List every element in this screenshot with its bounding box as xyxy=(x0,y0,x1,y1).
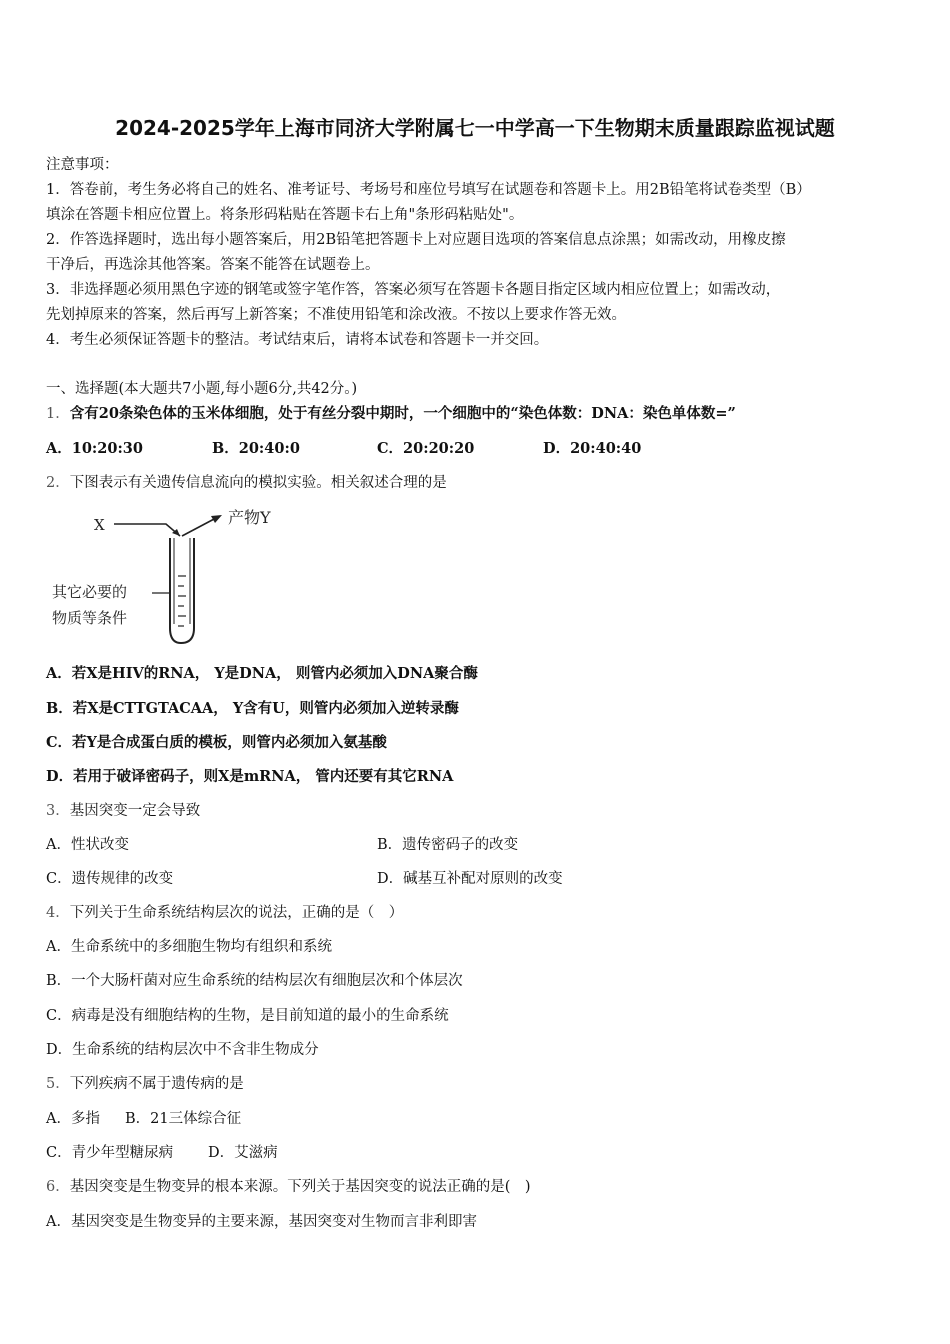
liquid-marks xyxy=(178,576,186,626)
question-number: 5． xyxy=(46,1076,70,1092)
q2-option-a[interactable]: A．若X是HIV的RNA， Y是DNA， 则管内必须加入DNA聚合酶 xyxy=(46,665,478,682)
input-arrow xyxy=(114,524,180,536)
question-number: 1． xyxy=(46,406,70,422)
q6-option-a[interactable]: A．基因突变是生物变异的主要来源，基因突变对生物而言非利即害 xyxy=(46,1214,477,1230)
q4-option-a[interactable]: A．生命系统中的多细胞生物均有组织和系统 xyxy=(46,939,332,955)
product-y-label: 产物Y xyxy=(228,508,271,527)
q1-option-d[interactable]: D．20:40:40 xyxy=(543,440,642,457)
exam-title: 2024-2025学年上海市同济大学附属七一中学高一下生物期末质量跟踪监视试题 xyxy=(115,116,835,140)
section-heading: 一、选择题(本大题共7小题,每小题6分,共42分。) xyxy=(46,381,358,397)
notice-line: 3．非选择题必须用黑色字迹的钢笔或签字笔作答，答案必须写在答题卡各题目指定区域内相应位置上；如需改动， xyxy=(46,282,781,298)
question-number: 3． xyxy=(46,803,70,819)
notice-line: 先划掉原来的答案，然后再写上新答案；不准使用铅笔和涂改液。不按以上要求作答无效。 xyxy=(46,307,626,323)
notice-line: 1．答卷前，考生务必将自己的姓名、准考证号、考场号和座位号填写在试题卷和答题卡上。用2B铅笔将试卷类型（B） xyxy=(46,182,811,198)
q3-option-d[interactable]: D．碱基互补配对原则的改变 xyxy=(377,871,563,887)
question-text: 基因突变一定会导致 xyxy=(69,803,201,819)
notice-line: 2．作答选择题时，选出每小题答案后，用2B铅笔把答题卡上对应题目选项的答案信息点涂黑；如需改动，用橡皮擦 xyxy=(46,232,786,248)
notice-line: 4．考生必须保证答题卡的整洁。考试结束后，请将本试卷和答题卡一并交回。 xyxy=(46,332,549,348)
q5-option-a[interactable]: A．多指 xyxy=(46,1111,100,1127)
question-6 xyxy=(46,1175,531,1196)
q4-option-d[interactable]: D．生命系统的结构层次中不含非生物成分 xyxy=(46,1042,319,1058)
question-2 xyxy=(46,471,447,492)
question-5 xyxy=(46,1072,244,1093)
q5-option-d[interactable]: D．艾滋病 xyxy=(208,1145,278,1161)
question-text: 基因突变是生物变异的根本来源。下列关于基因突变的说法正确的是( ) xyxy=(69,1179,531,1195)
q1-option-a[interactable]: A．10:20:30 xyxy=(46,440,143,457)
q1-option-b[interactable]: B．20:40:0 xyxy=(212,440,300,457)
question-3 xyxy=(46,799,200,820)
notice-heading: 注意事项： xyxy=(46,157,119,173)
q4-option-c[interactable]: C．病毒是没有细胞结构的生物，是目前知道的最小的生命系统 xyxy=(46,1008,449,1024)
question-text: 含有20条染色体的玉米体细胞，处于有丝分裂中期时，一个细胞中的“染色体数：DNA：染色单体数=” xyxy=(69,405,736,422)
notice-line: 填涂在答题卡相应位置上。将条形码粘贴在答题卡右上角"条形码粘贴处"。 xyxy=(46,207,524,223)
question-number: 6． xyxy=(46,1179,70,1195)
question-1 xyxy=(46,402,736,423)
q3-option-c[interactable]: C．遗传规律的改变 xyxy=(46,871,174,887)
x-label: X xyxy=(94,516,105,534)
q2-option-b[interactable]: B．若X是CTTGTACAA， Y含有U，则管内必须加入逆转录酶 xyxy=(46,700,459,717)
q3-option-b[interactable]: B．遗传密码子的改变 xyxy=(377,837,519,853)
question-number: 2． xyxy=(46,475,70,491)
question-text: 下列疾病不属于遗传病的是 xyxy=(69,1076,244,1092)
output-arrow xyxy=(182,518,216,536)
q5-option-c[interactable]: C．青少年型糖尿病 xyxy=(46,1145,174,1161)
side-label-2: 物质等条件 xyxy=(52,609,128,627)
q2-option-d[interactable]: D．若用于破译密码子，则X是mRNA， 管内还要有其它RNA xyxy=(46,768,454,785)
q2-option-c[interactable]: C．若Y是合成蛋白质的模板，则管内必须加入氨基酸 xyxy=(46,734,387,751)
q1-option-c[interactable]: C．20:20:20 xyxy=(377,440,475,457)
notice-line: 干净后，再选涂其他答案。答案不能答在试题卷上。 xyxy=(46,257,380,273)
side-label-1: 其它必要的 xyxy=(52,583,128,601)
question-4 xyxy=(46,901,403,922)
question-text: 下图表示有关遗传信息流向的模拟实验。相关叙述合理的是 xyxy=(69,475,447,491)
q4-option-b[interactable]: B．一个大肠杆菌对应生命系统的结构层次有细胞层次和个体层次 xyxy=(46,973,463,989)
question-text: 下列关于生命系统结构层次的说法，正确的是（ ） xyxy=(69,905,404,921)
test-tube-figure xyxy=(48,498,288,648)
q3-option-a[interactable]: A．性状改变 xyxy=(46,837,129,853)
question-number: 4． xyxy=(46,905,70,921)
q5-option-b[interactable]: B．21三体综合征 xyxy=(125,1111,242,1127)
